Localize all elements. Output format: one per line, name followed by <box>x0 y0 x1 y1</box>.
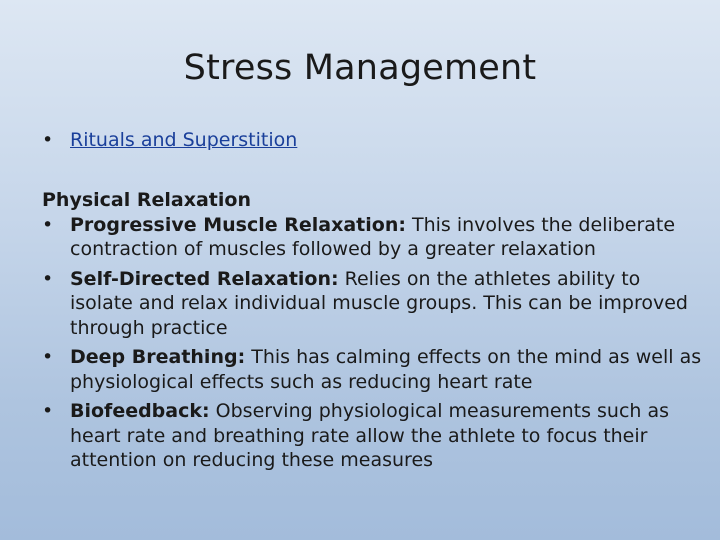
item-description: Observing physiological measurements such as heart rate and breathing rate allow the athlete to focus their attention on reducing these measures <box>70 400 670 471</box>
relaxation-list <box>42 213 702 473</box>
bullet-icon: • <box>42 400 54 422</box>
bullet-icon: • <box>42 129 54 151</box>
list-item-text <box>70 345 702 394</box>
item-term: Biofeedback: <box>70 400 210 422</box>
item-description: Relies on the athletes ability to isolate and relax individual muscle groups. This can be improved through practice <box>70 267 688 339</box>
list-item-text <box>70 399 702 473</box>
section-heading: Physical Relaxation <box>42 189 251 211</box>
list-item <box>42 126 297 154</box>
bullet-icon: • <box>42 267 54 290</box>
list-item-text <box>70 213 702 262</box>
bullet-icon: • <box>42 213 54 236</box>
item-description: This involves the deliberate contraction of muscles followed by a greater relaxation <box>70 213 676 260</box>
item-term: Deep Breathing: <box>70 346 246 368</box>
list-item <box>42 399 702 473</box>
rituals-superstition-link[interactable]: Rituals and Superstition <box>70 129 298 151</box>
list-item-text <box>70 267 702 341</box>
item-term: Progressive Muscle Relaxation: <box>70 213 406 236</box>
list-item <box>42 345 702 394</box>
bullet-icon: • <box>42 346 54 368</box>
top-bullet-list <box>42 126 297 154</box>
item-description: This has calming effects on the mind as well as physiological effects such as reducing heart rate <box>70 346 702 393</box>
slide-title: Stress Management <box>183 48 537 88</box>
list-item <box>42 213 702 262</box>
list-item <box>42 267 702 341</box>
physical-relaxation-section <box>42 188 702 478</box>
item-term: Self-Directed Relaxation: <box>70 267 339 290</box>
